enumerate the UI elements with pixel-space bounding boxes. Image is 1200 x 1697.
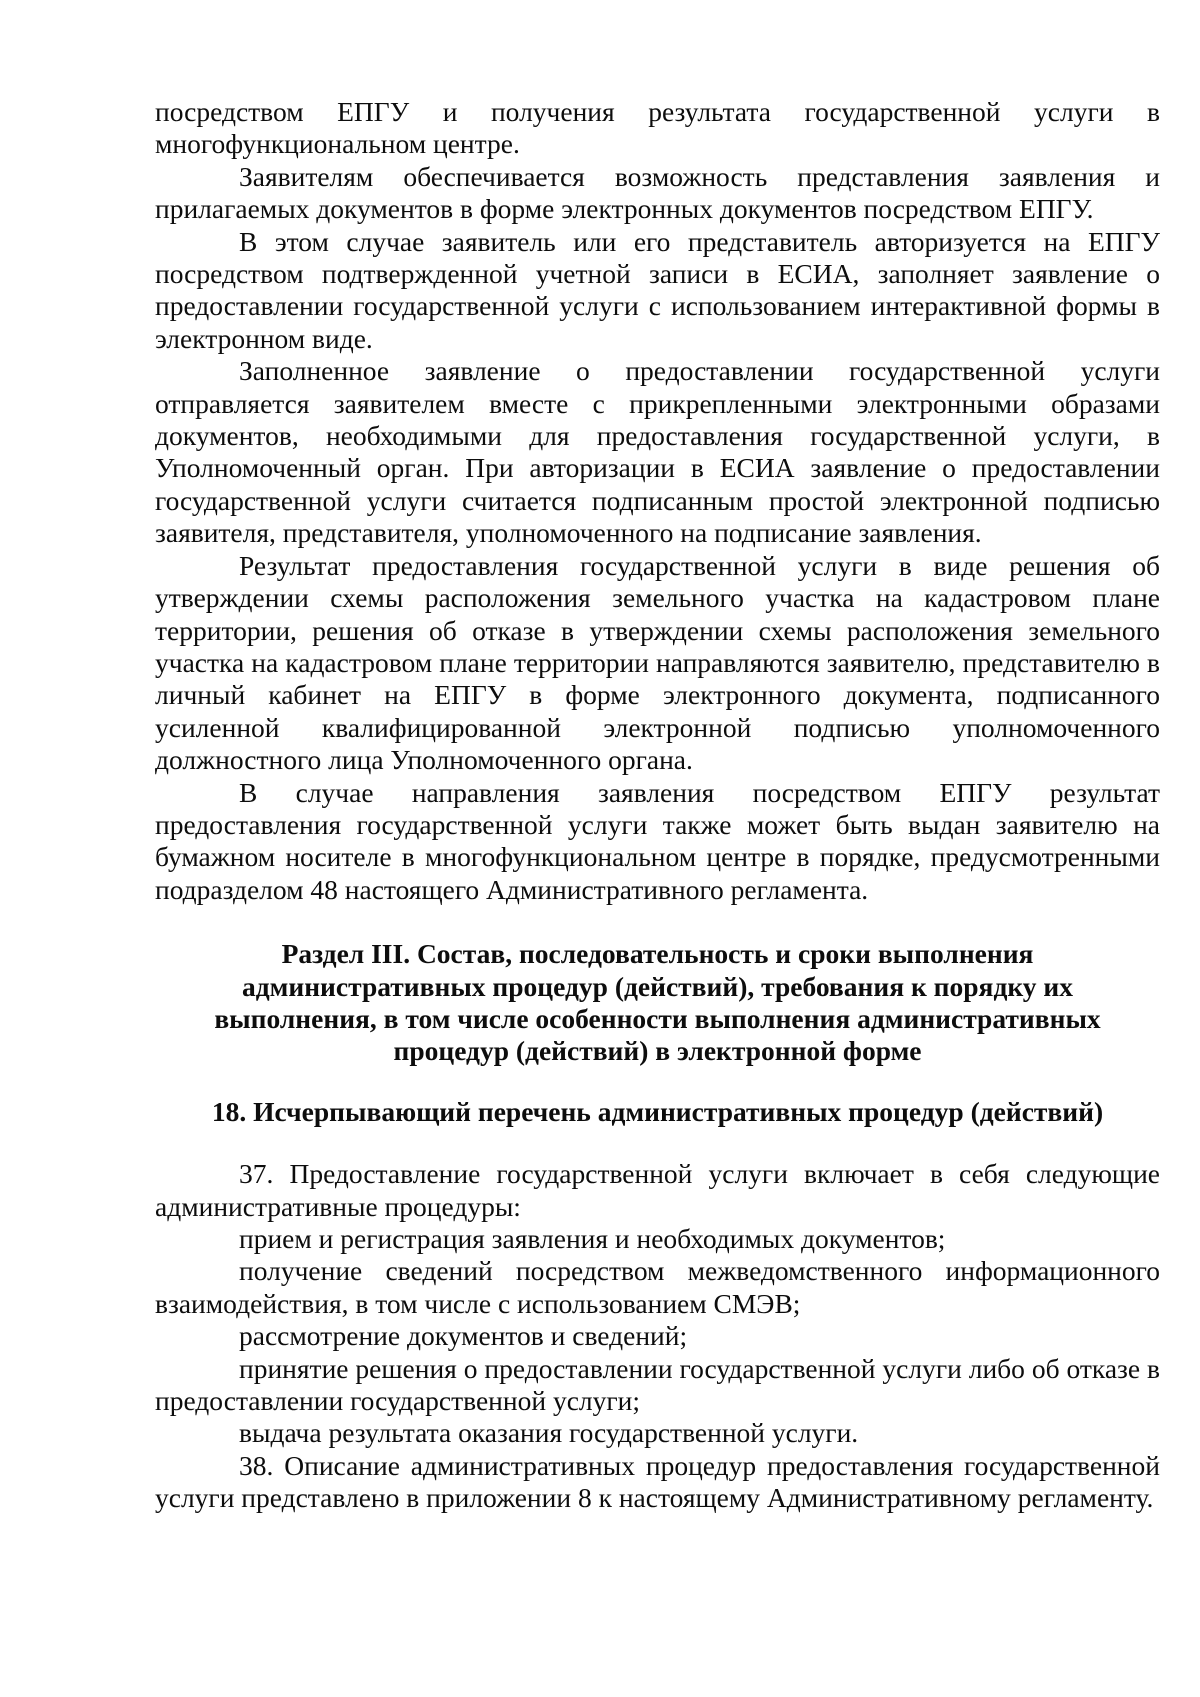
section-heading xyxy=(155,938,1160,1068)
paragraph-authorization: В этом случае заявитель или его представитель авторизуется на ЕПГУ посредством подтвержденной учетной записи в ЕСИА, заполняет заявление о предоставлении государственной услуги с использованием интерактивной формы в электронном виде. xyxy=(155,225,1160,354)
paragraph-paper-result: В случае направления заявления посредством ЕПГУ результат предоставления государственной услуги также может быть выдан заявителю на бумажном носителе в многофункциональном центре в порядке, предусмотренными подразделом 48 настоящего Административного регламента. xyxy=(155,776,1160,905)
paragraph-38: 38. Описание административных процедур предоставления государственной услуги представлено в приложении 8 к настоящему Административному регламенту. xyxy=(155,1449,1160,1514)
paragraph-filled-application: Заполненное заявление о предоставлении государственной услуги отправляется заявителем вместе с прикрепленными электронными образами документов, необходимыми для предоставления государственной услуги, в Уполномоченный орган. При авторизации в ЕСИА заявление о предоставлении государственной услуги считается подписанным простой электронной подписью заявителя, представителя, уполномоченного на подписание заявления. xyxy=(155,355,1160,549)
section-heading-line: процедур (действий) в электронной форме xyxy=(393,1035,922,1067)
section-heading-line: выполнения, в том числе особенности выполнения административных xyxy=(214,1002,1101,1034)
document-page xyxy=(155,96,1160,1515)
list-item: принятие решения о предоставлении государственной услуги либо об отказе в предоставлении государственной услуги; xyxy=(155,1352,1160,1417)
paragraph-37: 37. Предоставление государственной услуги включает в себя следующие административные процедуры: xyxy=(155,1158,1160,1222)
list-item: рассмотрение документов и сведений; xyxy=(239,1320,688,1352)
paragraph-electronic-submission: Заявителям обеспечивается возможность представления заявления и прилагаемых документов в форме электронных документов посредством ЕПГУ. xyxy=(155,160,1160,225)
section-heading-line: Раздел III. Состав, последовательность и сроки выполнения xyxy=(281,938,1034,970)
paragraph-continuation: посредством ЕПГУ и получения результата государственной услуги в многофункциональном центре. xyxy=(155,96,1160,160)
list-item: получение сведений посредством межведомственного информационного взаимодействия, в том числе с использованием СМЭВ; xyxy=(155,1255,1160,1319)
paragraph-result: Результат предоставления государственной услуги в виде решения об утверждении схемы расположения земельного участка на кадастровом плане территории, решения об отказе в утверждении схемы расположения земельного участка на кадастровом плане территории направляются заявителю, представителю в личный кабинет на ЕПГУ в форме электронного документа, подписанного усиленной квалифицированной электронной подписью уполномоченного должностного лица Уполномоченного органа. xyxy=(155,549,1160,776)
subsection-heading: 18. Исчерпывающий перечень административных процедур (действий) xyxy=(211,1095,1104,1127)
list-item: прием и регистрация заявления и необходимых документов; xyxy=(239,1223,946,1254)
list-item: выдача результата оказания государственной услуги. xyxy=(239,1417,859,1449)
section-heading-line: административных процедур (действий), требования к порядку их xyxy=(241,970,1074,1002)
